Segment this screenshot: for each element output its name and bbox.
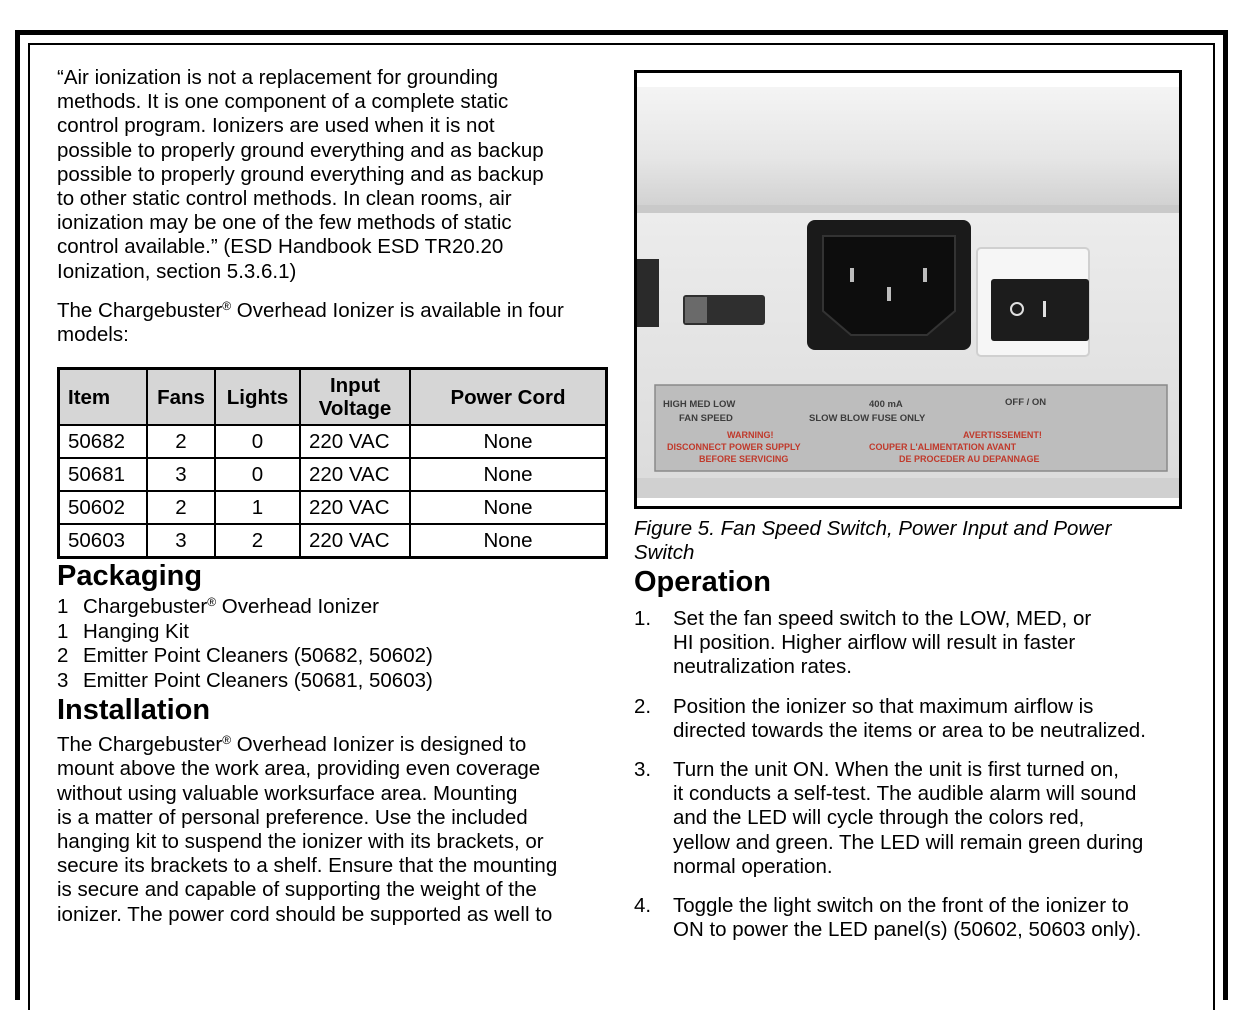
list-item (634, 607, 1194, 680)
cell-fans: 3 (147, 458, 215, 491)
warning-line1-fr: COUPER L'ALIMENTATION AVANT (869, 442, 1017, 452)
list-item (634, 695, 1194, 743)
figure-caption (634, 517, 1174, 565)
fan-speed-caption: FAN SPEED (679, 413, 733, 424)
step-number: 1. (634, 607, 652, 630)
packaging-heading: Packaging (57, 560, 203, 593)
cell-item: 50682 (59, 425, 148, 458)
off-on-label: OFF / ON (1005, 397, 1047, 408)
cell-lights: 2 (215, 524, 300, 558)
registered-mark: ® (207, 595, 217, 610)
registered-mark: ® (222, 733, 232, 748)
step-text: Set the fan speed switch to the LOW, MED, or HI position. Higher airflow will result in faster neutralization rates. (673, 607, 1092, 679)
warning-line2-fr: DE PROCEDER AU DEPANNAGE (899, 454, 1040, 464)
item-quantity: 2 (57, 644, 69, 668)
availability-text-post: Overhead Ionizer is available in four models: (57, 298, 564, 347)
intro-quote: “Air ionization is not a replacement for grounding methods. It is one component of a complete static control program. Ionizers are used when it is not possible to properly ground everything and as backup possible to properly ground everything and as backup to other static control methods. In clean rooms, air ionization may be one of the few methods of static control available.” (ESD Handbook ESD TR20.20 Ionization, section 5.3.6.1) (57, 66, 544, 283)
step-text: Turn the unit ON. When the unit is first turned on, it conducts a self-test. The audible alarm will sound and the LED will cycle through the colors red, yellow and green. The LED will remain green during normal operation. (673, 758, 1144, 878)
right-column (634, 70, 1194, 957)
left-column (57, 66, 612, 927)
warning-title-fr: AVERTISSEMENT! (963, 430, 1042, 440)
installation-text-post: Overhead Ionizer is designed to mount above the work area, providing even coverage without using valuable worksurface area. Mounting is a matter of personal preference. Use the included hanging kit to suspend the ionizer with its brackets, or secure its brackets to a shelf. Ensure that the mounting is secure and capable of supporting the weight of the ionizer. The power cord should be supported as well to (57, 733, 558, 926)
step-number: 3. (634, 758, 652, 782)
list-item (634, 894, 1194, 942)
cell-lights: 0 (215, 425, 300, 458)
cell-fans: 2 (147, 425, 215, 458)
operation-steps (634, 607, 1194, 942)
on-symbol-icon (1043, 301, 1046, 317)
fuse-caption: SLOW BLOW FUSE ONLY (809, 413, 926, 424)
cell-item: 50602 (59, 491, 148, 524)
installation-text-pre: The Chargebuster (57, 733, 223, 757)
cell-voltage: 220 VAC (300, 425, 410, 458)
step-number: 4. (634, 894, 652, 918)
step-number: 2. (634, 694, 652, 718)
cell-voltage: 220 VAC (300, 458, 410, 491)
cell-lights: 1 (215, 491, 300, 524)
table-header-row (59, 369, 607, 426)
table-row (59, 491, 607, 524)
cell-power-cord: None (410, 491, 607, 524)
list-item (57, 620, 612, 645)
figure-caption-text: Figure 5. Fan Speed Switch, Power Input and Power Switch (634, 517, 1112, 564)
table-row (59, 425, 607, 458)
list-item (634, 758, 1194, 879)
side-connector (637, 259, 659, 327)
column-header-lights: Lights (215, 369, 300, 426)
cell-power-cord: None (410, 425, 607, 458)
operation-heading: Operation (634, 566, 771, 598)
fuse-rating-label: 400 mA (869, 399, 903, 410)
table-row (59, 524, 607, 558)
warning-title-en: WARNING! (727, 430, 774, 440)
cell-fans: 3 (147, 524, 215, 558)
table-row (59, 458, 607, 491)
cell-power-cord: None (410, 524, 607, 558)
installation-heading: Installation (57, 694, 211, 727)
column-header-item: Item (59, 369, 148, 426)
warning-line1-en: DISCONNECT POWER SUPPLY (667, 442, 801, 452)
item-text: Emitter Point Cleaners (50682, 50602) (83, 644, 433, 668)
item-quantity: 3 (57, 668, 69, 692)
packaging-list (57, 595, 612, 693)
item-text-post: Overhead Ionizer (216, 595, 380, 619)
cell-lights: 0 (215, 458, 300, 491)
figure-photo (634, 70, 1182, 509)
ionizer-panel-illustration (637, 73, 1179, 506)
step-text: Position the ionizer so that maximum airflow is directed towards the items or area to be neutralized. (673, 694, 1146, 742)
list-item (57, 669, 612, 694)
cell-voltage: 220 VAC (300, 491, 410, 524)
cell-power-cord: None (410, 458, 607, 491)
housing-top (637, 87, 1179, 205)
cell-item: 50603 (59, 524, 148, 558)
cell-item: 50681 (59, 458, 148, 491)
item-text: Chargebuster (83, 595, 208, 619)
installation-text (57, 733, 612, 927)
item-quantity: 1 (57, 619, 69, 643)
cell-fans: 2 (147, 491, 215, 524)
step-text: Toggle the light switch on the front of the ionizer to ON to power the LED panel(s) (50602, 50603 only). (673, 894, 1142, 942)
column-header-fans: Fans (147, 369, 215, 426)
item-text: Hanging Kit (83, 619, 189, 643)
column-header-power-cord: Power Cord (410, 369, 607, 426)
list-item (57, 595, 612, 620)
cell-voltage: 220 VAC (300, 524, 410, 558)
warning-line2-en: BEFORE SERVICING (699, 454, 789, 464)
models-table (57, 367, 608, 559)
power-switch (991, 279, 1089, 341)
availability-text (57, 299, 612, 347)
item-quantity: 1 (57, 595, 69, 619)
column-header-input-voltage: Input Voltage (300, 369, 410, 426)
list-item (57, 644, 612, 669)
fan-speed-label: HIGH MED LOW (663, 399, 736, 410)
item-text: Emitter Point Cleaners (50681, 50603) (83, 668, 433, 692)
registered-mark: ® (222, 298, 232, 313)
availability-text-pre: The Chargebuster (57, 298, 223, 322)
